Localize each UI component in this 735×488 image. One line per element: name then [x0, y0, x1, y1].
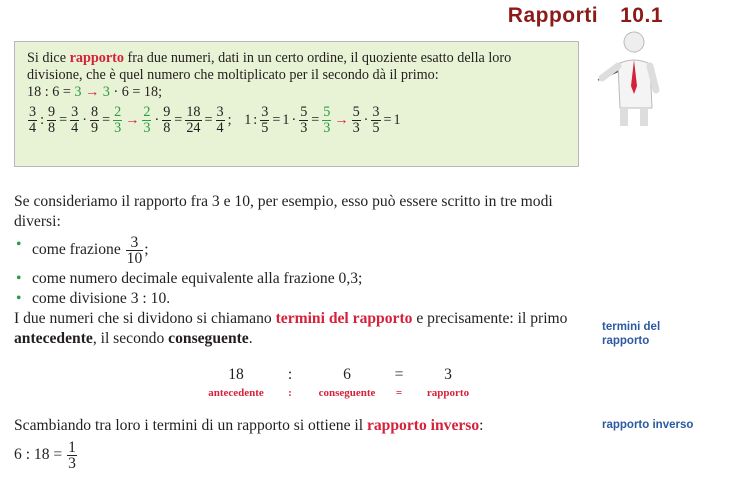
bullet-decimal: • come numero decimale equivalente alla frazione 0,3;: [16, 270, 363, 287]
teacher-figure-icon: [580, 28, 710, 128]
example-line-2: $\frac{3}{4}$ : $\frac{9}{8}$ = $\frac{3}{4}$ · $\frac{8}{9}$ = $\frac{2}{3}$ → $\frac{2}{3}$ · $\frac{9}{8}$ = $\frac{18}{24}$ = $\frac{3}{4}$ ; 1 : $\frac{3}{5}$ = 1 · $\frac{5}{3}$ = $\frac{5}{3}$ → $\frac{5}{3}$ · $\frac{3}{5}$ = 1: [29, 104, 401, 136]
definition-text: Si dice rapporto fra due numeri, dati in un certo ordine, il quoziente esatto della loro divisione, che è quel numero che moltiplicato per il secondo dà il primo:: [27, 50, 512, 83]
inverse-example: 6 : 18 = $\frac{1}{3}$: [14, 439, 76, 472]
sidenote-inverso: rapporto inverso: [602, 419, 694, 431]
example-line-1: 18 : 6 = 3 → 3 · 6 = 18;: [27, 84, 163, 100]
intro-paragraph: Se consideriamo il rapporto fra 3 e 10, per esempio, esso può essere scritto in tre modi diversi:: [14, 193, 553, 230]
main-text: [14, 192, 594, 349]
terms-paragraph: I due numeri che si dividono si chiamano termini del rapporto e precisamente: il primo antecedente, il secondo conseguente.: [14, 310, 568, 347]
ratio-result: 3: [444, 366, 452, 383]
label-rapporto: rapporto: [426, 387, 470, 399]
bullet-fraction: • come frazione $\frac{3}{10}$ ;: [16, 234, 149, 267]
inverse-paragraph: Scambiando tra loro i termini di un rapporto si ottiene il rapporto inverso:: [14, 417, 484, 434]
section-title: Rapporti: [507, 4, 599, 27]
ratio-diagram: 18 : 6 = 3 antecedente : conseguente = rapporto: [200, 366, 490, 399]
section-number: 10.1: [620, 4, 663, 27]
ratio-antecedent: 18: [228, 366, 244, 383]
definition-box: [14, 41, 579, 167]
ratio-consequent: 6: [343, 366, 351, 383]
section-header: [508, 4, 663, 28]
label-conseguente: conseguente: [318, 387, 376, 399]
label-antecedente: antecedente: [208, 387, 264, 399]
sidenote-termini: termini del rapporto: [602, 321, 661, 347]
term-rapporto: rapporto: [69, 50, 124, 66]
bullet-division: • come divisione 3 : 10.: [16, 290, 171, 307]
